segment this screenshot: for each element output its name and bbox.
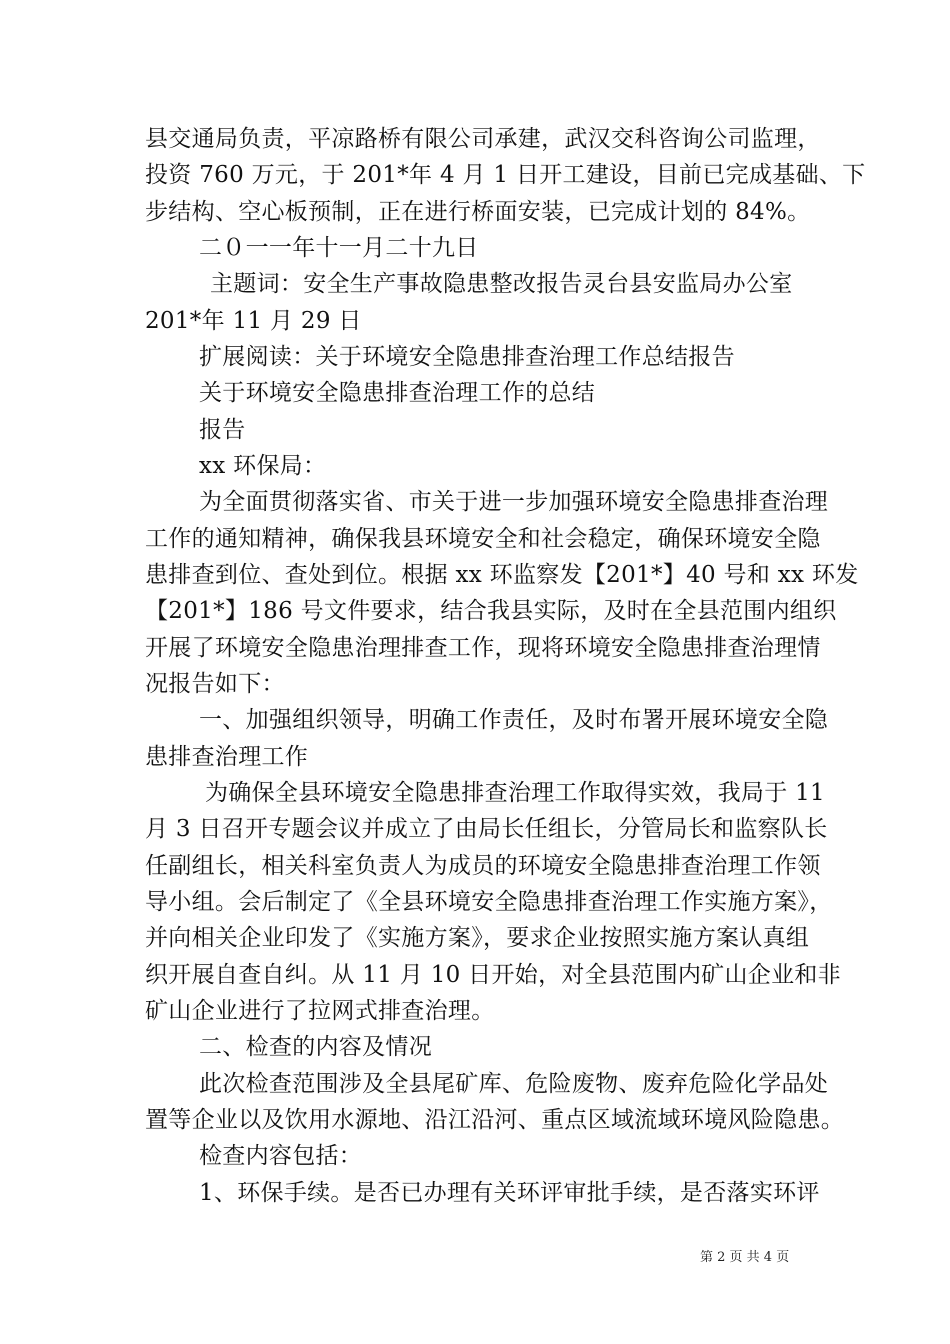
text-line: 并向相关企业印发了《实施方案》，要求企业按照实施方案认真组 xyxy=(145,925,810,951)
report-title: 关于环境安全隐患排查治理工作的总结 xyxy=(199,380,596,406)
page-number-footer: 第 2 页 共 4 页 xyxy=(700,1250,790,1265)
text-line: 月 3 日召开专题会议并成立了由局长任组长，分管局长和监察队长 xyxy=(145,816,828,842)
date-line: 201*年 11 月 29 日 xyxy=(145,308,362,334)
addressee: xx 环保局： xyxy=(199,453,327,479)
text-line: 为全面贯彻落实省、市关于进一步加强环境安全隐患排查治理 xyxy=(199,489,829,515)
subject-line: 主题词：安全生产事故隐患整改报告灵台县安监局办公室 xyxy=(210,271,793,297)
text-line: 矿山企业进行了拉网式排查治理。 xyxy=(145,998,495,1024)
text-line: 导小组。会后制定了《全县环境安全隐患排查治理工作实施方案》， xyxy=(145,889,833,915)
text-line: 开展了环境安全隐患治理排查工作，现将环境安全隐患排查治理情 xyxy=(145,635,821,661)
text-line: 【201*】186 号文件要求，结合我县实际，及时在全县范围内组织 xyxy=(145,598,837,624)
text-line: 检查内容包括： xyxy=(199,1143,363,1169)
text-line: 县交通局负责，平凉路桥有限公司承建，武汉交科咨询公司监理， xyxy=(145,126,821,152)
section-heading: 患排查治理工作 xyxy=(145,744,309,770)
text-line: 患排查到位、查处到位。根据 xx 环监察发【201*】40 号和 xx 环发 xyxy=(145,562,859,588)
text-line: 织开展自查自纠。从 11 月 10 日开始，对全县范围内矿山企业和非 xyxy=(145,962,841,988)
text-line: 此次检查范围涉及全县尾矿库、危险废物、废弃危险化学品处 xyxy=(199,1071,829,1097)
text-line: 为确保全县环境安全隐患排查治理工作取得实效，我局于 11 xyxy=(205,780,825,806)
report-title: 报告 xyxy=(199,417,246,443)
text-line: 任副组长，相关科室负责人为成员的环境安全隐患排查治理工作领 xyxy=(145,853,821,879)
section-heading: 一、加强组织领导，明确工作责任，及时布署开展环境安全隐 xyxy=(199,707,829,733)
text-line: 投资 760 万元，于 201*年 4 月 1 日开工建设，目前已完成基础、下 xyxy=(145,162,866,188)
text-line: 置等企业以及饮用水源地、沿江沿河、重点区域流域环境风险隐患。 xyxy=(145,1107,844,1133)
date-line: 二０一一年十一月二十九日 xyxy=(199,235,479,261)
text-line: 况报告如下： xyxy=(145,671,285,697)
section-heading: 二、检查的内容及情况 xyxy=(199,1034,432,1060)
extended-reading-line: 扩展阅读：关于环境安全隐患排查治理工作总结报告 xyxy=(199,344,735,370)
text-line: 1、环保手续。是否已办理有关环评审批手续，是否落实环评 xyxy=(199,1180,820,1206)
text-line: 工作的通知精神，确保我县环境安全和社会稳定，确保环境安全隐 xyxy=(145,526,821,552)
text-line: 步结构、空心板预制，正在进行桥面安装，已完成计划的 84%。 xyxy=(145,199,811,225)
